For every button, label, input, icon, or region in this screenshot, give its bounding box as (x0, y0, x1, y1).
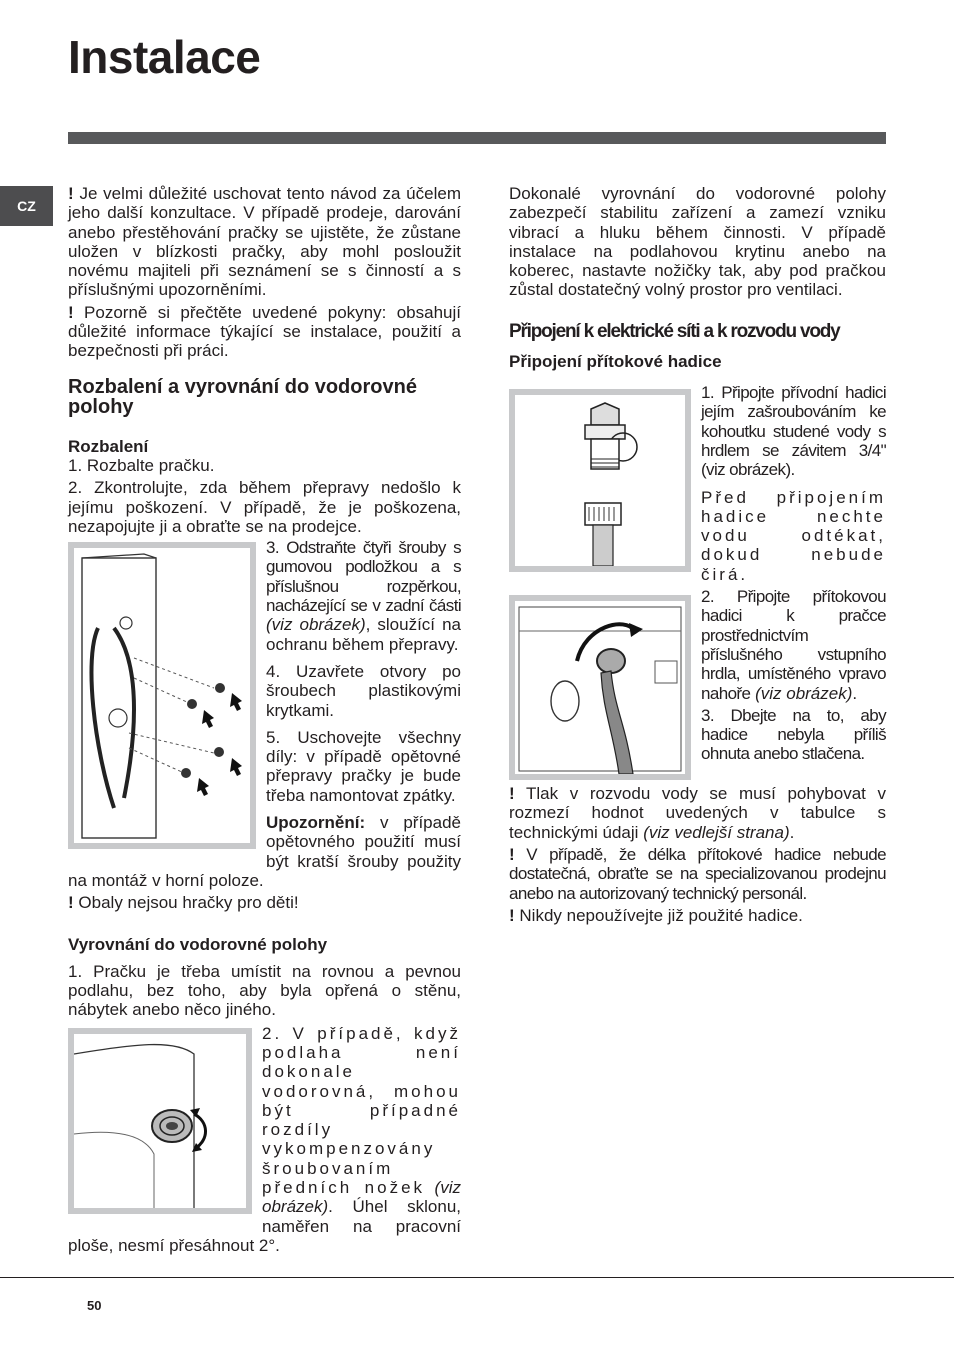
section-heading-unpacking: Rozbalení a vyrovnání do vodorovné polohy (68, 375, 417, 418)
tap-and-hose-illustration (515, 395, 685, 566)
level-step-2: 2. V případě, když podlaha není dokonale vodorovná, mohou být případné rozdíly vykompenzovány šroubovaním předních nožek (viz obrázek). Úhel sklonu, naměřen na pracovní ploše, nesmí přesáhnout 2°. (68, 1023, 461, 1255)
step-2: 2. Zkontrolujte, zda během přepravy nedošlo k jejímu poškození. V případě, že je poškozena, nezapojujte ji a obraťte se na prodejce. (68, 478, 461, 536)
level-step-1: 1. Pračku je třeba umístit na rovnou a pevnou podlahu, bez toho, aby byla opřená o stěnu, nábytek anebo něco jiného. (68, 961, 461, 1020)
adjustable-foot-illustration (74, 1034, 246, 1208)
step-4: 4. Uzavřete otvory po šroubech plastikovými krytkami. (266, 661, 461, 720)
step-3: 3. Odstraňte čtyři šrouby s gumovou podložkou a s příslušnou rozpěrkou, nacházející se v zadní části (viz obrázek), sloužící na ochranu během přepravy. (266, 538, 461, 654)
warning-toys: ! Obaly nejsou hračky pro děti! (68, 893, 299, 913)
subheading-unpacking: Rozbalení (68, 436, 149, 456)
hose-step-1: 1. Připojte přívodní hadici jejím zašroubováním ke kohoutku studené vody s hrdlem se závitem 3/4" (viz obrázek). (701, 383, 886, 480)
hose-step-2: 2. Připojte přítokovou hadici k pračce prostřednictvím příslušného vstupního hrdla, umístěného vpravo nahoře (viz obrázek). (701, 587, 886, 703)
step-5: 5. Uschovejte všechny díly: v případě opětovné přepravy pračky je bude třeba namontovat zpátky. (266, 727, 461, 805)
language-tab: CZ (0, 186, 53, 226)
page-number: 50 (87, 1298, 102, 1313)
left-column (68, 184, 461, 1258)
intro-paragraph-2: ! Pozorně si přečtěte uvedené pokyny: obsahují důležité informace týkající se instalace, použití a bezpečnosti při práci. (68, 302, 461, 361)
hose-step-1b: Před připojením hadice nechte vodu odtékat, dokud nebude čirá. (701, 487, 886, 584)
used-hose-note: ! Nikdy nepoužívejte již použité hadice. (509, 905, 803, 925)
step-1: 1. Rozbalte pračku. (68, 455, 215, 475)
warning-note: Upozornění: v případě opětovného použití musí být kratší šrouby použity na montáž v horní poloze. (68, 813, 461, 890)
figure-cold-water-tap (509, 389, 691, 572)
subheading-leveling: Vyrovnání do vodorovné polohy (68, 934, 328, 954)
figure-leveling-feet (68, 1028, 252, 1214)
hose-step-3: 3. Dbejte na to, aby hadice nebyla příliš ohnuta anebo stlačena. (701, 705, 886, 764)
section-heading-connection: Připojení k elektrické síti a k rozvodu vody (509, 320, 840, 342)
washer-back-illustration (74, 548, 250, 843)
figure-transport-screws (68, 542, 256, 849)
figure-inlet-connection (509, 595, 691, 780)
intro-paragraph-1: ! Je velmi důležité uschovat tento návod za účelem jeho další konzultace. V případě prodeje, darování anebo přestěhování pračky se ujistěte, že zůstane uložen v blízkosti pračky, aby mohl posloužit novému majiteli při seznámení se s činností a s příslušnými upozorněními. (68, 184, 461, 300)
subheading-hose: Připojení přítokové hadice (509, 351, 722, 371)
title-rule (68, 132, 886, 144)
hose-length-note: ! V případě, že délka přítokové hadice nebude dostatečná, obraťte se na specializovanou prodejnu anebo na autorizovaný technický personál. (509, 844, 886, 903)
footer-rule (0, 1277, 954, 1278)
page-title: Instalace (68, 31, 261, 83)
pressure-note: ! Tlak v rozvodu vody se musí pohybovat v rozmezí hodnot uvedených v tabulce s technickými údaji (viz vedlejší strana). (509, 784, 887, 842)
washer-inlet-illustration (515, 601, 685, 774)
right-column (509, 184, 886, 928)
level-paragraph: Dokonalé vyrovnání do vodorovné polohy zabezpečí stabilitu zařízení a zamezí vzniku vibrací a hluku během činnosti. V případě instalace na podlahovou krytinu anebo na koberec, nastavte nožičky tak, aby pod pračkou zůstal dostatečný volný prostor pro ventilaci. (509, 184, 886, 300)
